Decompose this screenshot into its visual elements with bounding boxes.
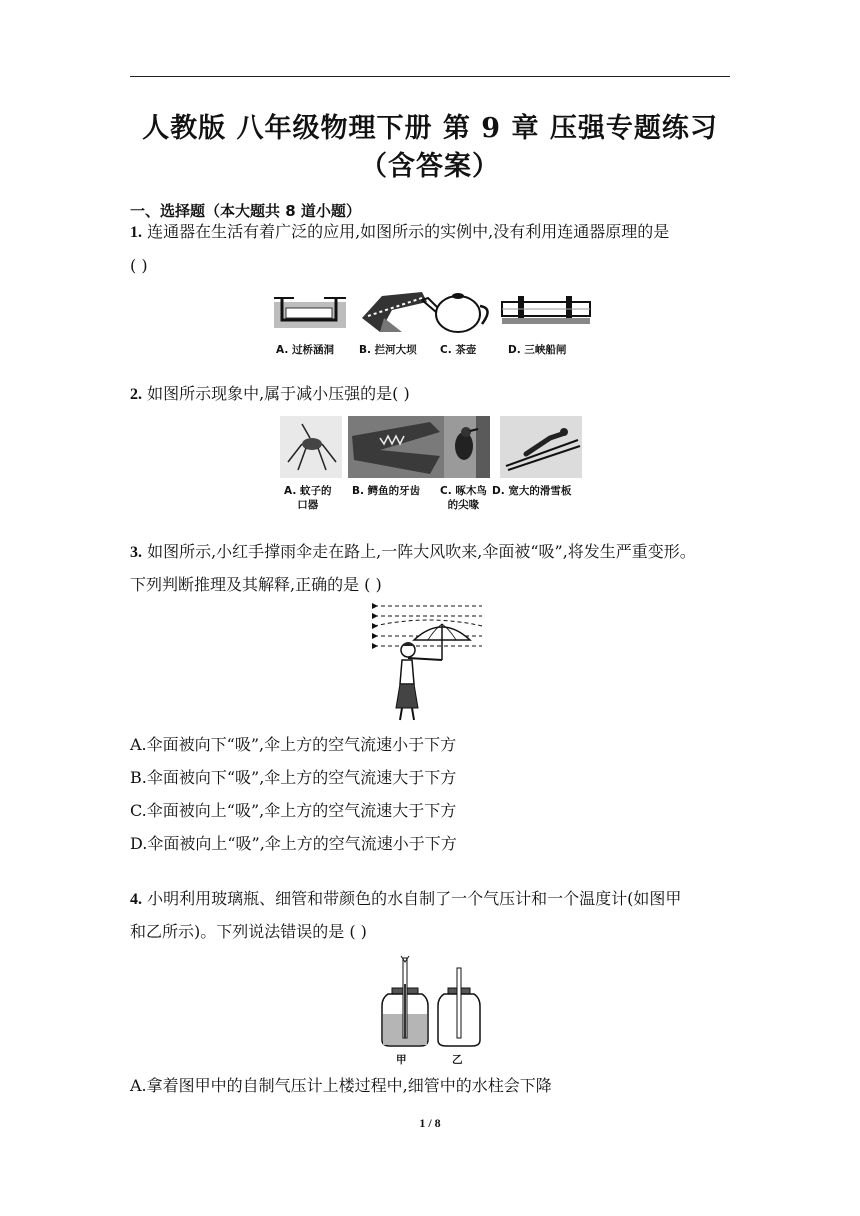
section-heading: 一、选择题（本大题共 8 道小题）: [130, 202, 361, 220]
culvert-figure: [274, 298, 346, 328]
question-1-line-2: ( ): [130, 256, 148, 275]
option-c: C.伞面被向上“吸”,伞上方的空气流速大于下方: [130, 801, 457, 820]
option-a: A.伞面被向下“吸”,伞上方的空气流速小于下方: [130, 735, 457, 754]
question-text: 如图所示现象中,属于减小压强的是( ): [147, 384, 410, 403]
question-3-line-1: [130, 542, 696, 563]
question-text: 连通器在生活有着广泛的应用,如图所示的实例中,没有利用连通器原理的是: [147, 222, 670, 241]
option-d: D.伞面被向上“吸”,伞上方的空气流速小于下方: [130, 834, 457, 853]
question-4-line-1: [130, 889, 681, 910]
question-3-line-2: 下列判断推理及其解释,正确的是 ( ): [130, 575, 382, 594]
question-number: 2.: [130, 386, 142, 403]
caption-line: D. 宽大的滑雪板: [492, 485, 572, 497]
umbrella-girl-figure: [370, 600, 486, 724]
umbrella: [414, 624, 470, 660]
question-1-figure: [272, 288, 592, 336]
question-text: 小明利用玻璃瓶、细管和带颜色的水自制了一个气压计和一个温度计(如图甲: [147, 889, 682, 908]
question-number: 4.: [130, 891, 142, 908]
thermometer-bottle: [438, 968, 480, 1046]
document-title: 人教版 八年级物理下册 第 9 章 压强专题练习: [142, 113, 718, 144]
option-a: A.拿着图甲中的自制气压计上楼过程中,细管中的水柱会下降: [130, 1076, 552, 1095]
woodpecker-photo: [444, 416, 490, 478]
caption-line: B. 鳄鱼的牙齿: [352, 485, 421, 497]
question-2-line-1: [130, 384, 410, 405]
caption-line: C. 啄木鸟: [440, 485, 487, 497]
figure-caption: D. 三峡船闸: [508, 344, 567, 356]
ship-lock-figure: [502, 296, 590, 324]
caption-line: A. 蚊子的: [284, 485, 332, 497]
question-1-line-1: [130, 222, 669, 243]
header-rule: [130, 76, 730, 77]
ski-jumper-photo: [500, 416, 582, 478]
figure-caption: [284, 484, 331, 512]
wind-arrows: [372, 603, 378, 649]
mosquito-photo: [280, 416, 342, 478]
caption-line: 的尖喙: [447, 499, 480, 511]
question-text: 如图所示,小红手撑雨伞走在路上,一阵大风吹来,伞面被“吸”,将发生严重变形。: [147, 542, 696, 561]
figure-caption: [440, 484, 487, 512]
figure-caption: A. 过桥涵洞: [276, 344, 334, 356]
page-number: 1 / 8: [419, 1116, 441, 1130]
document-subtitle: （含答案）: [360, 151, 500, 182]
question-4-figure: [378, 954, 482, 1050]
figure-caption: 甲: [396, 1054, 407, 1066]
question-number: 3.: [130, 544, 142, 561]
question-number: 1.: [130, 224, 142, 241]
crocodile-photo: [348, 416, 444, 478]
figure-caption: 乙: [452, 1054, 463, 1066]
figure-caption: [352, 484, 420, 498]
option-b: B.伞面被向下“吸”,伞上方的空气流速大于下方: [130, 768, 457, 787]
dam-figure: [362, 292, 427, 332]
figure-caption: [492, 484, 571, 498]
question-4-line-2: 和乙所示)。下列说法错误的是 ( ): [130, 922, 367, 941]
barometer-bottle: [382, 956, 428, 1046]
question-2-figure: [280, 416, 582, 480]
figure-caption: C. 茶壶: [440, 344, 477, 356]
caption-line: 口器: [297, 499, 319, 511]
teapot-figure: [422, 293, 488, 332]
girl: [396, 642, 442, 720]
figure-caption: B. 拦河大坝: [359, 344, 417, 356]
